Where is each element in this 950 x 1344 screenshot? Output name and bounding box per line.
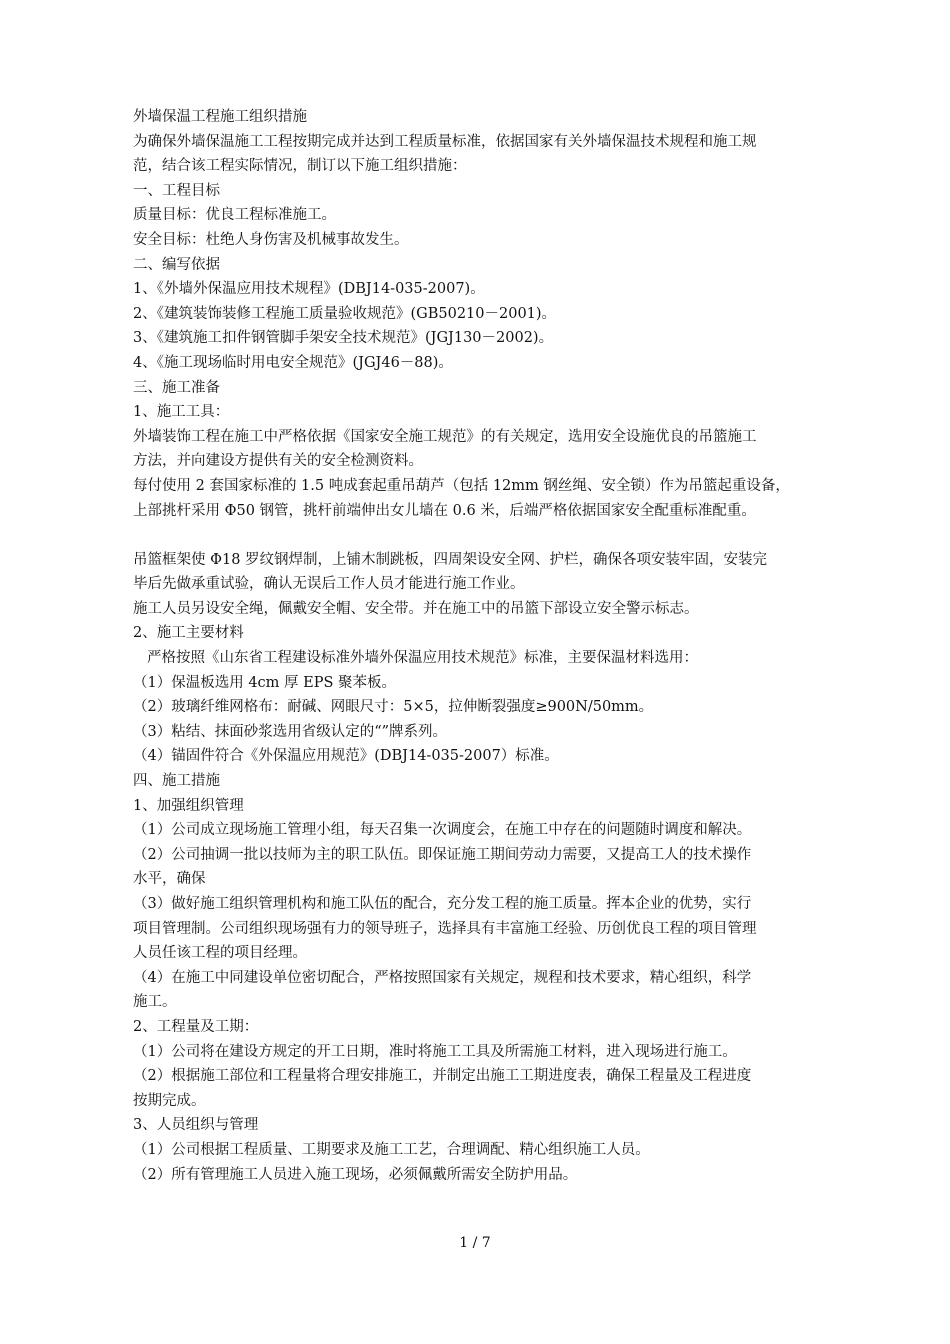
paragraph-line: 每付使用 2 套国家标准的 1.5 吨成套起重吊葫芦（包括 12mm 钢丝绳、安全锁）作为吊篮起重设备， [133,477,790,494]
page-number: 1 / 7 [459,1235,491,1251]
list-item: （3）粘结、抹面砂浆选用省级认定的“”牌系列。 [133,723,448,740]
section-heading: 四、施工措施 [133,773,220,790]
paragraph-line: 为确保外墙保温施工工程按期完成并达到工程质量标准，依据国家有关外墙保温技术规程和施工规 [133,133,757,150]
list-item: 3、《建筑施工扣件钢管脚手架安全技术规范》(JGJ130－2002)。 [133,330,554,347]
list-item: （1）公司将在建设方规定的开工日期，准时将施工工具及所需施工材料，进入现场进行施工。 [133,1043,737,1060]
section-heading: 一、工程目标 [133,182,220,199]
paragraph-line: 方法，并向建设方提供有关的安全检测资料。 [133,453,423,470]
paragraph-line: 项目管理制。公司组织现场强有力的领导班子，选择具有丰富施工经验、历创优良工程的项目管理 [133,920,757,937]
blank-line [133,523,863,548]
list-item: （1）公司成立现场施工管理小组，每天召集一次调度会，在施工中存在的问题随时调度和解决。 [133,822,752,839]
list-item: （2）玻璃纤维网格布：耐碱、网眼尺寸：5×5，拉伸断裂强度≥900N/50mm。 [133,699,654,716]
paragraph-line: 吊篮框架使 Φ18 罗纹钢焊制，上铺木制跳板，四周架设安全网、护栏，确保各项安装牢固，安装完 [133,551,768,568]
paragraph-line: 严格按照《山东省工程建设标准外墙外保温应用技术规范》标准，主要保温材料选用： [147,650,698,667]
list-item: （2）所有管理施工人员进入施工现场，必须佩戴所需安全防护用品。 [133,1166,578,1183]
subsection-heading: 3、人员组织与管理 [133,1117,259,1134]
paragraph-line: 人员任该工程的项目经理。 [133,945,307,962]
paragraph-line: 范，结合该工程实际情况，制订以下施工组织措施： [133,158,467,175]
list-item: （2）根据施工部位和工程量将合理安排施工，并制定出施工工期进度表，确保工程量及工程进度 [133,1068,752,1085]
section-heading: 三、施工准备 [133,379,220,396]
list-item: （1）公司根据工程质量、工期要求及施工工艺，合理调配、精心组织施工人员。 [133,1141,650,1158]
paragraph-line: 安全目标：杜绝人身伤害及机械事故发生。 [133,231,409,248]
list-item: （2）公司抽调一批以技师为主的职工队伍。即保证施工期间劳动力需要，又提高工人的技术操作 [133,846,752,863]
section-heading: 二、编写依据 [133,256,220,273]
list-item: （4）在施工中同建设单位密切配合，严格按照国家有关规定，规程和技术要求，精心组织，科学 [133,969,752,986]
paragraph-line: 毕后先做承重试验，确认无误后工作人员才能进行施工作业。 [133,576,525,593]
subsection-heading: 2、施工主要材料 [133,625,244,642]
list-item: （3）做好施工组织管理机构和施工队伍的配合，充分发工程的施工质量。挥本企业的优势，实行 [133,896,752,912]
subsection-heading: 1、加强组织管理 [133,797,244,814]
paragraph-line: 上部挑杆采用 Φ50 钢管，挑杆前端伸出女儿墙在 0.6 米，后端严格依据国家安全配重标准配重。 [133,502,756,519]
list-item: （1）保温板选用 4cm 厚 EPS 聚苯板。 [133,674,397,691]
paragraph-line: 施工。 [133,994,177,1011]
list-item: 2、《建筑装饰装修工程施工质量验收规范》(GB50210－2001)。 [133,305,557,322]
document-body [133,105,863,1187]
paragraph-line: 按期完成。 [133,1092,206,1109]
doc-title: 外墙保温工程施工组织措施 [133,109,307,125]
paragraph-line: 质量目标：优良工程标准施工。 [133,207,336,224]
paragraph-line: 外墙装饰工程在施工中严格依据《国家安全施工规范》的有关规定，选用安全设施优良的吊篮施工 [133,428,757,445]
list-item: 1、《外墙外保温应用技术规程》(DBJ14-035-2007)。 [133,281,485,298]
subsection-heading: 2、工程量及工期： [133,1018,259,1035]
paragraph-line: 水平，确保 [133,871,206,888]
paragraph-line: 施工人员另设安全绳，佩戴安全帽、安全带。并在施工中的吊篮下部设立安全警示标志。 [133,600,699,617]
list-item: 4、《施工现场临时用电安全规范》(JGJ46－88)。 [133,354,453,371]
list-item: （4）锚固件符合《外保温应用规范》(DBJ14-035-2007）标准。 [133,748,559,765]
subsection-heading: 1、施工工具： [133,404,230,421]
